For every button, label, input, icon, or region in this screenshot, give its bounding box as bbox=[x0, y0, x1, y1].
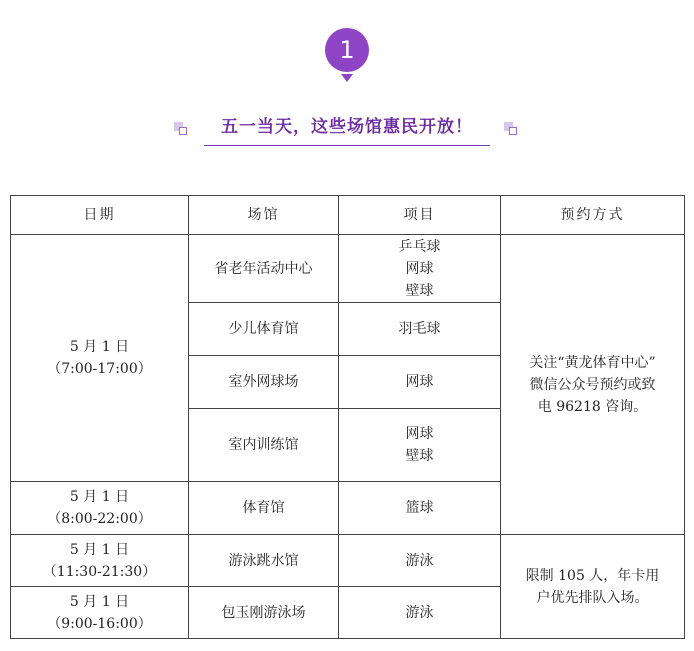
table-row bbox=[11, 235, 685, 303]
item-text: 乒乓球 bbox=[398, 238, 441, 255]
venue-cell: 省老年活动中心 bbox=[189, 235, 339, 303]
venue-cell: 游泳跳水馆 bbox=[189, 535, 339, 587]
time-text: （11:30-21:30） bbox=[42, 563, 157, 580]
booking-text: 关注“黄龙体育中心” bbox=[529, 354, 656, 371]
date-cell bbox=[11, 587, 189, 639]
table-header-row bbox=[11, 196, 685, 235]
booking-text: 电 96218 咨询。 bbox=[537, 398, 648, 415]
date-cell bbox=[11, 235, 189, 482]
items-cell bbox=[339, 235, 501, 303]
column-header-booking: 预约方式 bbox=[501, 196, 685, 235]
time-text: （9:00-16:00） bbox=[47, 615, 152, 632]
item-text: 壁球 bbox=[405, 282, 434, 299]
date-cell bbox=[11, 482, 189, 535]
booking-text: 户优先排队入场。 bbox=[536, 589, 649, 606]
column-header-date: 日期 bbox=[11, 196, 189, 235]
item-text: 网球 bbox=[405, 426, 434, 442]
section-number-badge: 1 bbox=[325, 28, 369, 72]
time-text: （7:00-17:00） bbox=[47, 361, 152, 377]
items-cell: 网球 bbox=[339, 356, 501, 409]
items-cell: 篮球 bbox=[339, 482, 501, 535]
venue-schedule-table bbox=[10, 195, 685, 639]
venue-cell: 室内训练馆 bbox=[189, 409, 339, 482]
section-title: 五一当天，这些场馆惠民开放！ bbox=[221, 117, 473, 137]
venue-cell: 体育馆 bbox=[189, 482, 339, 535]
items-cell: 游泳 bbox=[339, 535, 501, 587]
item-text: 网球 bbox=[405, 260, 434, 277]
column-header-items: 项目 bbox=[339, 196, 501, 235]
badge-pointer-icon bbox=[341, 74, 353, 82]
booking-method-cell bbox=[501, 535, 685, 639]
date-text: 5 月 1 日 bbox=[69, 593, 130, 610]
booking-text: 限制 105 人，年卡用 bbox=[525, 567, 660, 584]
decorative-squares-icon bbox=[504, 122, 517, 135]
item-text: 壁球 bbox=[405, 448, 434, 464]
table-row bbox=[11, 535, 685, 587]
items-cell bbox=[339, 409, 501, 482]
items-cell: 游泳 bbox=[339, 587, 501, 639]
venue-cell: 包玉刚游泳场 bbox=[189, 587, 339, 639]
date-text: 5 月 1 日 bbox=[69, 489, 130, 505]
date-cell bbox=[11, 535, 189, 587]
items-cell: 羽毛球 bbox=[339, 303, 501, 356]
title-underline bbox=[204, 145, 490, 146]
date-text: 5 月 1 日 bbox=[69, 541, 130, 558]
venue-cell: 少儿体育馆 bbox=[189, 303, 339, 356]
column-header-venue: 场馆 bbox=[189, 196, 339, 235]
booking-text: 微信公众号预约或致 bbox=[529, 376, 656, 393]
venue-cell: 室外网球场 bbox=[189, 356, 339, 409]
date-text: 5 月 1 日 bbox=[69, 339, 130, 355]
time-text: （8:00-22:00） bbox=[47, 511, 152, 527]
decorative-squares-icon bbox=[174, 122, 187, 135]
booking-method-cell bbox=[501, 235, 685, 535]
